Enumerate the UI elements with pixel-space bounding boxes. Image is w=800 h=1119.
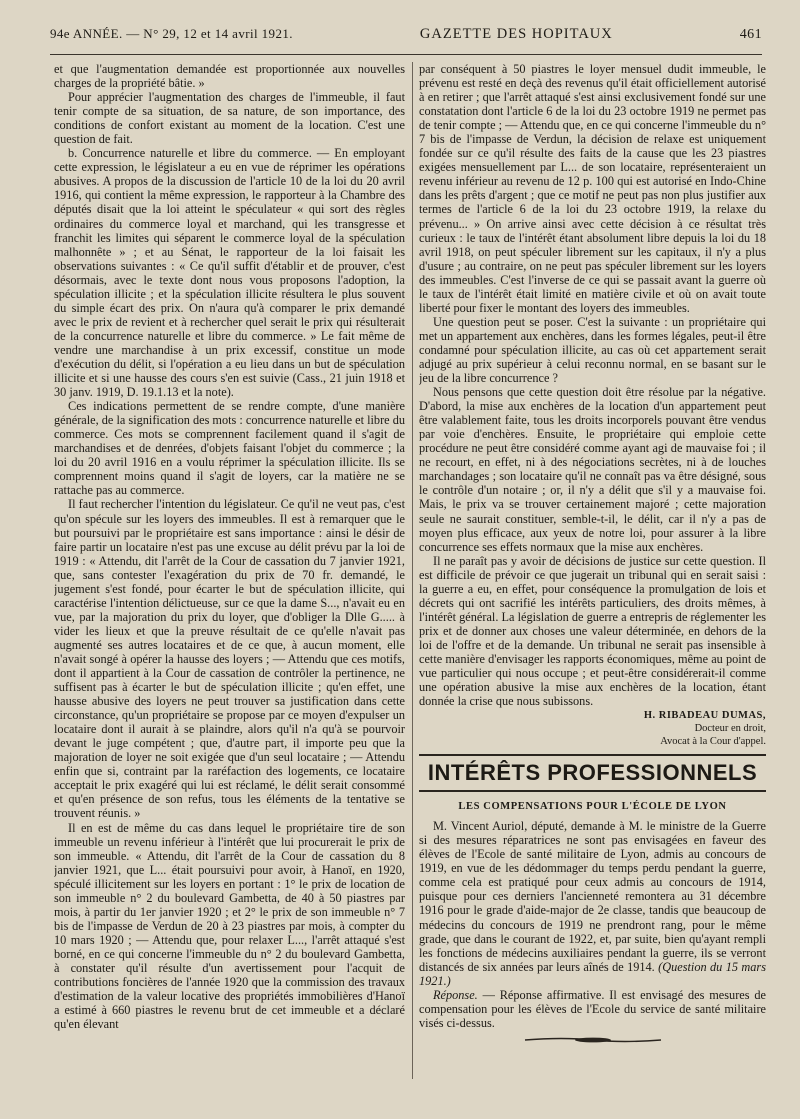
paragraph: Nous pensons que cette question doit être résolue par la négative. D'abord, la mise aux enchères de la location d'un appartement peut être valablement faite, tous les droits incorporels pouvant être vendus par voie d'enchères. Ensuite, le propriétaire qui emploie cette procédure ne peut être considéré comme ayant agi de mauvaise foi ; il ne recourt, en effet, ni à des négociations secrètes, ni à de louches marchandages ; son locataire qu'il ne connaît pas va être désigné, sous le contrôle d'un notaire ; or, il n'y a délit que s'il y a mauvaise foi. Mais, le prix va se trouver certainement majoré ; cette majoration seule ne saurait constituer, semble-t-il, le délit, car il n'y a pas de moyen plus efficace, aux yeux de notre loi, pour assurer à la libre concurrence ses effets normaux que la mise aux enchères. bbox=[419, 385, 766, 554]
article-subheading: LES COMPENSATIONS POUR L'ÉCOLE DE LYON bbox=[458, 801, 727, 813]
author-name: H. RIBADEAU DUMAS, bbox=[643, 710, 766, 722]
answer-text: — Réponse affirmative. Il est envisagé des mesures de compensation pour les élèves de l'Ecole du service de santé militaire visés ci-dessus. bbox=[419, 987, 766, 1030]
journal-title: GAZETTE DES HOPITAUX bbox=[419, 26, 613, 42]
paragraph: b. Concurrence naturelle et libre du commerce. — En employant cette expression, le législateur a eu en vue de réprimer les opérations abusives. A propos de la discussion de l'article 10 de la loi du 20 avril 1916, qui contient la même expression, le rapporteur à la Chambre des députés disait que la loi atteint le spéculateur « qui sort des règles ordinaires du commerce loyal et marchand, qui les transgresse et franchit les limites qui séparent le commerce loyal de la spéculation malhonnête » ; et au Sénat, le rapporteur de la loi faisait les observations suivantes : « Ce qu'il suffit d'établir et de prouver, c'est désormais, avec le texte dont nous vous proposons l'adoption, la spéculation illicite ; et la spéculation illicite résultera le plus souvent du simple écart des prix. On n'aura qu'à comparer le prix demandé avec le prix de revient et à rechercher quel serait le prix qui résulterait de la concurrence naturelle et libre du commerce. » Le fait même de vendre une marchandise à un prix excessif, constitue un mode d'exécution du délit, si l'opération a eu lieu dans un but de spéculation illicite et si une hausse des cours s'en est suivie (Cass., 21 juin 1918 et 30 janv. 1919, D. 19.1.13 et la note). bbox=[54, 146, 405, 400]
page-number: 461 bbox=[739, 27, 762, 42]
author-title: Docteur en droit, bbox=[694, 723, 766, 735]
column-divider bbox=[412, 62, 413, 1079]
right-column bbox=[419, 62, 766, 1092]
paragraph bbox=[419, 819, 766, 988]
left-column bbox=[54, 62, 405, 1092]
question-date: (Question du 15 mars 1921.) bbox=[419, 959, 766, 988]
question-text: M. Vincent Auriol, député, demande à M. le ministre de la Guerre si des mesures réparatrices ne sont pas envisagées en faveur des élèves de l'Ecole de santé militaire de Lyon, admis au concours de 1919, en vue de les dédommager du temps perdu pendant la guerre, comme cela est pratiqué pour ceux admis au concours de 1914, puisque pour ces derniers l'ancienneté remontera au 31 décembre 1916 pour le grade d'aide-major de 2e classe, tandis que beaucoup de médecins du concours de 1919 ne prendront rang, pour le même grade, que dans le courant de 1922, et, par suite, bien qu'ayant rempli les fonctions de médecins auxiliaires pendant la guerre, ils se verront distancés de six années par leurs aînés de 1914. bbox=[419, 819, 766, 974]
paragraph: Une question peut se poser. C'est la suivante : un propriétaire qui met un appartement aux enchères, dans les formes légales, peut-il être condamné pour spéculation illicite, au cas où cet appartement serait adjugé au prix supérieur à celui reconnu normal, en se basant sur le jeu de la libre concurrence ? bbox=[419, 314, 766, 386]
paragraph bbox=[419, 988, 766, 1030]
ornament-divider bbox=[419, 1034, 766, 1048]
author-signature bbox=[419, 709, 766, 748]
paragraph: et que l'augmentation demandée est proportionnée aux nouvelles charges de la propriété bâtie. » bbox=[54, 62, 405, 91]
author-role: Avocat à la Cour d'appel. bbox=[660, 736, 766, 748]
paragraph: par conséquent à 50 piastres le loyer mensuel dudit immeuble, le prévenu est resté en deçà des revenus qu'il était officiellement autorisé à en retirer ; que l'arrêt attaqué s'est ainsi exclusivement fondé sur une constatation dont l'article 6 de la loi du 23 octobre 1919 ne permet pas de tenir compte ; — Attendu que, en ce qui concerne l'immeuble du n° 7 bis de l'impasse de Verdun, la décision de relaxe est uniquement fondée sur ce qu'il résulte des faits de la cause que les 23 piastres exigées mensuellement par L... de son locataire, représenteraient un revenu inférieur au revenu de 12 p. 100 qui est autorisé en Indo-Chine dans les prêts d'argent ; que ce motif ne peut pas non plus justifier aux termes de l'article 6 de la loi du 23 octobre 1919, la relaxe du prévenu... » On arrive ainsi avec cette décision à ce résultat très curieux : le taux de l'intérêt étant absolument libre depuis la loi du 18 avril 1918, on peut spéculer librement sur les capitaux, il n'y a plus d'usure ; au contraire, on ne peut pas spéculer librement sur les loyers des immeubles. C'est l'inverse de ce qui se passait avant la guerre où le taux de l'intérêt était limité en matière civile et où on avait toute liberté pour fixer le montant des loyers des immeubles. bbox=[419, 62, 766, 315]
paragraph: Il ne paraît pas y avoir de décisions de justice sur cette question. Il est difficile de prévoir ce que jugerait un tribunal qui en serait saisi : la guerre a eu, en effet, pour conséquence la promulgation de lois et décrets qui ont sacrifié les intérêts particuliers, des droits mêmes, à l'intérêt général. La législation de guerre a entrepris de réglementer les prix et de donner aux choses une valeur déterminée, en dehors de la loi de l'offre et de la demande. Un tribunal ne serait pas insensible à cette manière d'envisager les rapports économiques, même au point de vue particulier qui nous occupe ; et peut-être considérerait-il comme une opération abusive la mise aux enchères de la location, étant donnée la crise que nous subissons. bbox=[419, 553, 766, 709]
paragraph: Il en est de même du cas dans lequel le propriétaire tire de son immeuble un revenu inférieur à l'intérêt que lui procurerait le prix de son immeuble. « Attendu, dit l'arrêt de la Cour de cassation du 8 janvier 1921, que L... était poursuivi pour avoir, à Hanoï, en 1920, spéculé illicitement sur les loyers en portant : 1° le prix de location de son immeuble n° 2 du boulevard Gambetta, de 40 à 50 piastres par mois, à partir du 1er janvier 1920 ; et 2° le prix de son immeuble n° 7 bis de l'impasse de Verdun de 20 à 23 piastres par mois, à compter du 10 mars 1920 ; — Attendu que, pour relaxer L..., l'arrêt attaqué s'est borné, en ce qui concerne l'immeuble du n° 2 du boulevard Gambetta, à constater qu'il résulte d'un avertissement pour l'acquit de contributions foncières de l'année 1920 que la commission des travaux d'estimation de la valeur locative des propriétés immobilières d'Hanoï a estimé à 660 piastres le revenu brut de cet immeuble et a déclaré qu'en élevant bbox=[54, 820, 405, 1032]
paragraph: Ces indications permettent de se rendre compte, d'une manière générale, de la signification des mots : concurrence naturelle et libre du commerce. Ces mots se comprennent facilement quand il s'agit de marchandises et de denrées, d'objets faisant l'objet du commerce ; la loi du 20 avril 1916 en a voulu réprimer la spéculation illicite. Ils se comprennent moins quand il s'agit de loyers, car la matière ne se rattache pas au commerce. bbox=[54, 399, 405, 498]
page-header bbox=[50, 26, 762, 48]
paragraph: Pour apprécier l'augmentation des charges de l'immeuble, il faut tenir compte de sa situation, de sa nature, de son importance, des conditions de confort existant au moment de la location. C'est une question de fait. bbox=[54, 90, 405, 147]
section-banner: INTÉRÊTS PROFESSIONNELS bbox=[419, 754, 766, 792]
header-rule bbox=[50, 54, 762, 55]
issue-info: 94e ANNÉE. — N° 29, 12 et 14 avril 1921. bbox=[50, 26, 293, 41]
answer-label: Réponse. bbox=[433, 987, 478, 1002]
paragraph: Il faut rechercher l'intention du législateur. Ce qu'il ne veut pas, c'est qu'on spécule sur les loyers des immeubles. Il est à remarquer que le but poursuivi par le propriétaire est sans importance : ainsi le désir de faire partir un locataire n'est pas une excuse au délit prévu par la loi de 1919 : « Attendu, dit l'arrêt de la Cour de cassation du 7 janvier 1921, que, sans contester l'exagération du prix de 70 fr. demandé, le jugement s'est fondé, pour écarter le but de spéculation illicite, qui caractérise l'intention délictueuse, sur ce que la dame S..., n'avait eu en vue, par la majoration du prix du loyer, que d'obliger la Dlle G..... à vider les lieux et que la preuve résultait de ce qu'elle n'avait pas augmenté ses autres locataires et de ce que, à aucun moment, elle n'avait songé à opérer la hausse des loyers ; — Attendu que ces motifs, dont il appartient à la Cour de cassation de contrôler la pertinence, ne suffisent pas à écarter le but de spéculation illicite ; qu'en effet, une hausse abusive des loyers ne peut trouver sa justification dans cette circonstance, qu'un propriétaire se propose par ce moyen d'expulser un locataire dont il aurait à se plaindre, alors qu'il n'a qu'à se pourvoir devant le juge compétent ; que, d'autre part, il importe peu que la majoration de loyer ne soit exigée que d'un seul locataire ; — Attendu enfin que si, contraint par la raréfaction des logements, ce locataire acceptait le prix exagéré qui lui est réclamé, le délit serait consommé et qu'en présence de son refus, tous les éléments de la tentative se trouvent réunis. » bbox=[54, 497, 405, 821]
